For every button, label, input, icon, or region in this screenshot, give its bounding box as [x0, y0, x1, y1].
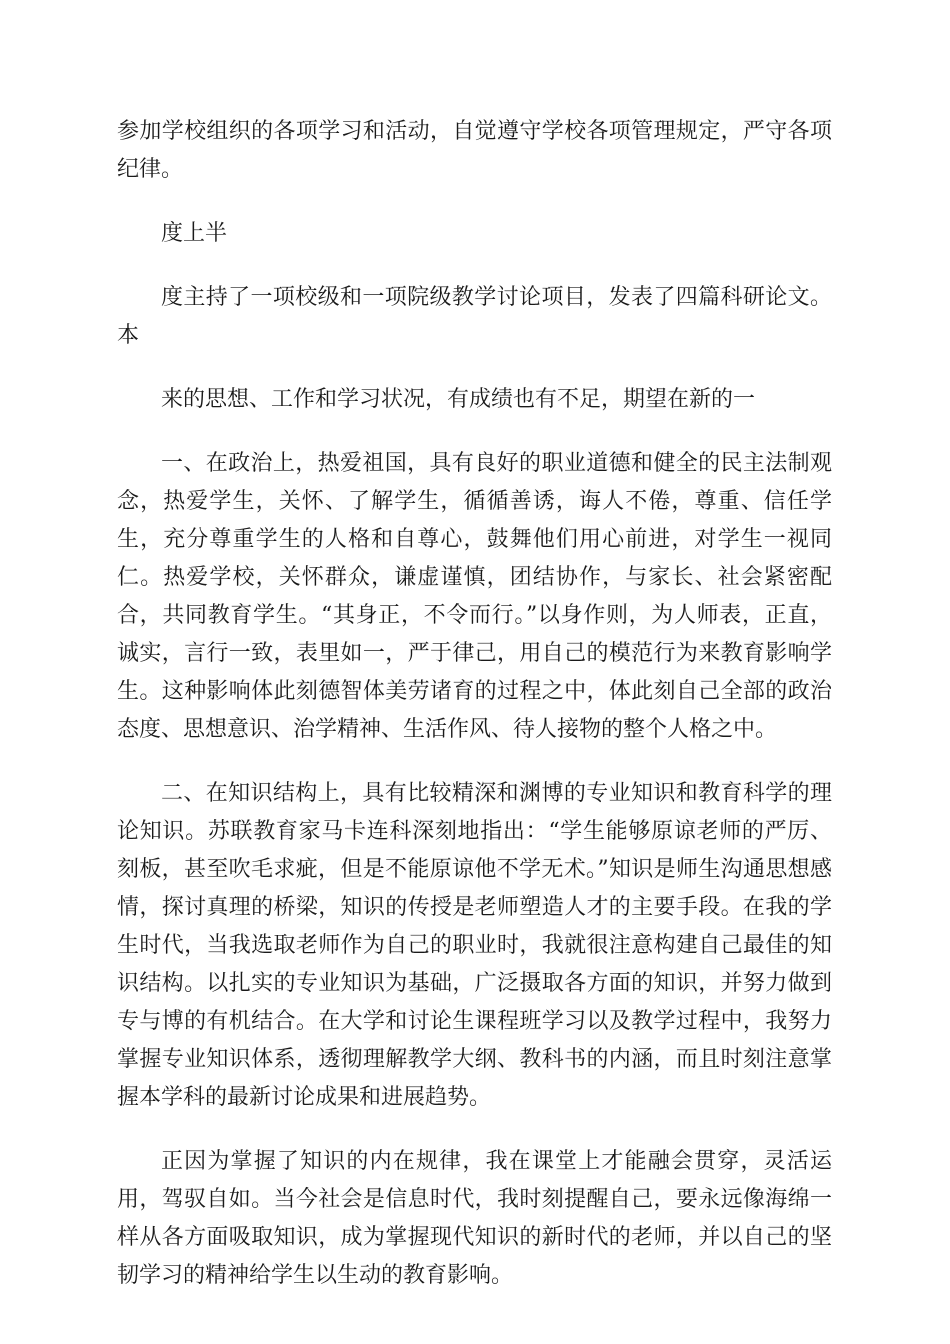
paragraph-summary: 来的思想、工作和学习状况，有成绩也有不足，期望在新的一 [161, 387, 756, 412]
document-body [117, 113, 832, 1321]
paragraph-politics: 一、在政治上，热爱祖国，具有良好的职业道德和健全的民主法制观念，热爱学生，关怀、了解学生，循循善诱，诲人不倦，尊重、信任学生，充分尊重学生的人格和自尊心，鼓舞他们用心前进，对学生一视同仁。热爱学校，关怀群众，谦虚谨慎，团结协作，与家长、社会紧密配合，共同教育学生。“其身正，不令而行。”以身作则，为人师表，正直，诚实，言行一致，表里如一，严于律己，用自己的模范行为来教育影响学生。这种影响体此刻德智体美劳诸育的过程之中，体此刻自己全部的政治态度、思想意识、治学精神、生活作风、待人接物的整个人格之中。 [117, 451, 832, 742]
paragraph-discipline: 参加学校组织的各项学习和活动，自觉遵守学校各项管理规定，严守各项纪律。 [117, 119, 832, 182]
paragraph-knowledge: 二、在知识结构上，具有比较精深和渊博的专业知识和教育科学的理论知识。苏联教育家马卡连科深刻地指出：“学生能够原谅老师的严厉、刻板，甚至吹毛求疵，但是不能原谅他不学无术。”知识是师生沟通思想感情，探讨真理的桥梁，知识的传授是老师塑造人才的主要手段。在我的学生时代，当我选取老师作为自己的职业时，我就很注意构建自己最佳的知识结构。以扎实的专业知识为基础，广泛摄取各方面的知识，并努力做到专与博的有机结合。在大学和讨论生课程班学习以及教学过程中，我努力掌握专业知识体系，透彻理解教学大纲、教科书的内涵，而且时刻注意掌握本学科的最新讨论成果和进展趋势。 [117, 781, 832, 1110]
paragraph-teaching: 正因为掌握了知识的内在规律，我在课堂上才能融会贯穿，灵活运用，驾驭自如。当今社会是信息时代，我时刻提醒自己，要永远像海绵一样从各方面吸取知识，成为掌握现代知识的新时代的老师，并以自己的坚韧学习的精神给学生以生动的教育影响。 [117, 1149, 832, 1288]
paragraph-half-year: 度上半 [161, 221, 228, 246]
paragraph-research: 度主持了一项校级和一项院级教学讨论项目，发表了四篇科研论文。本 [117, 285, 832, 348]
